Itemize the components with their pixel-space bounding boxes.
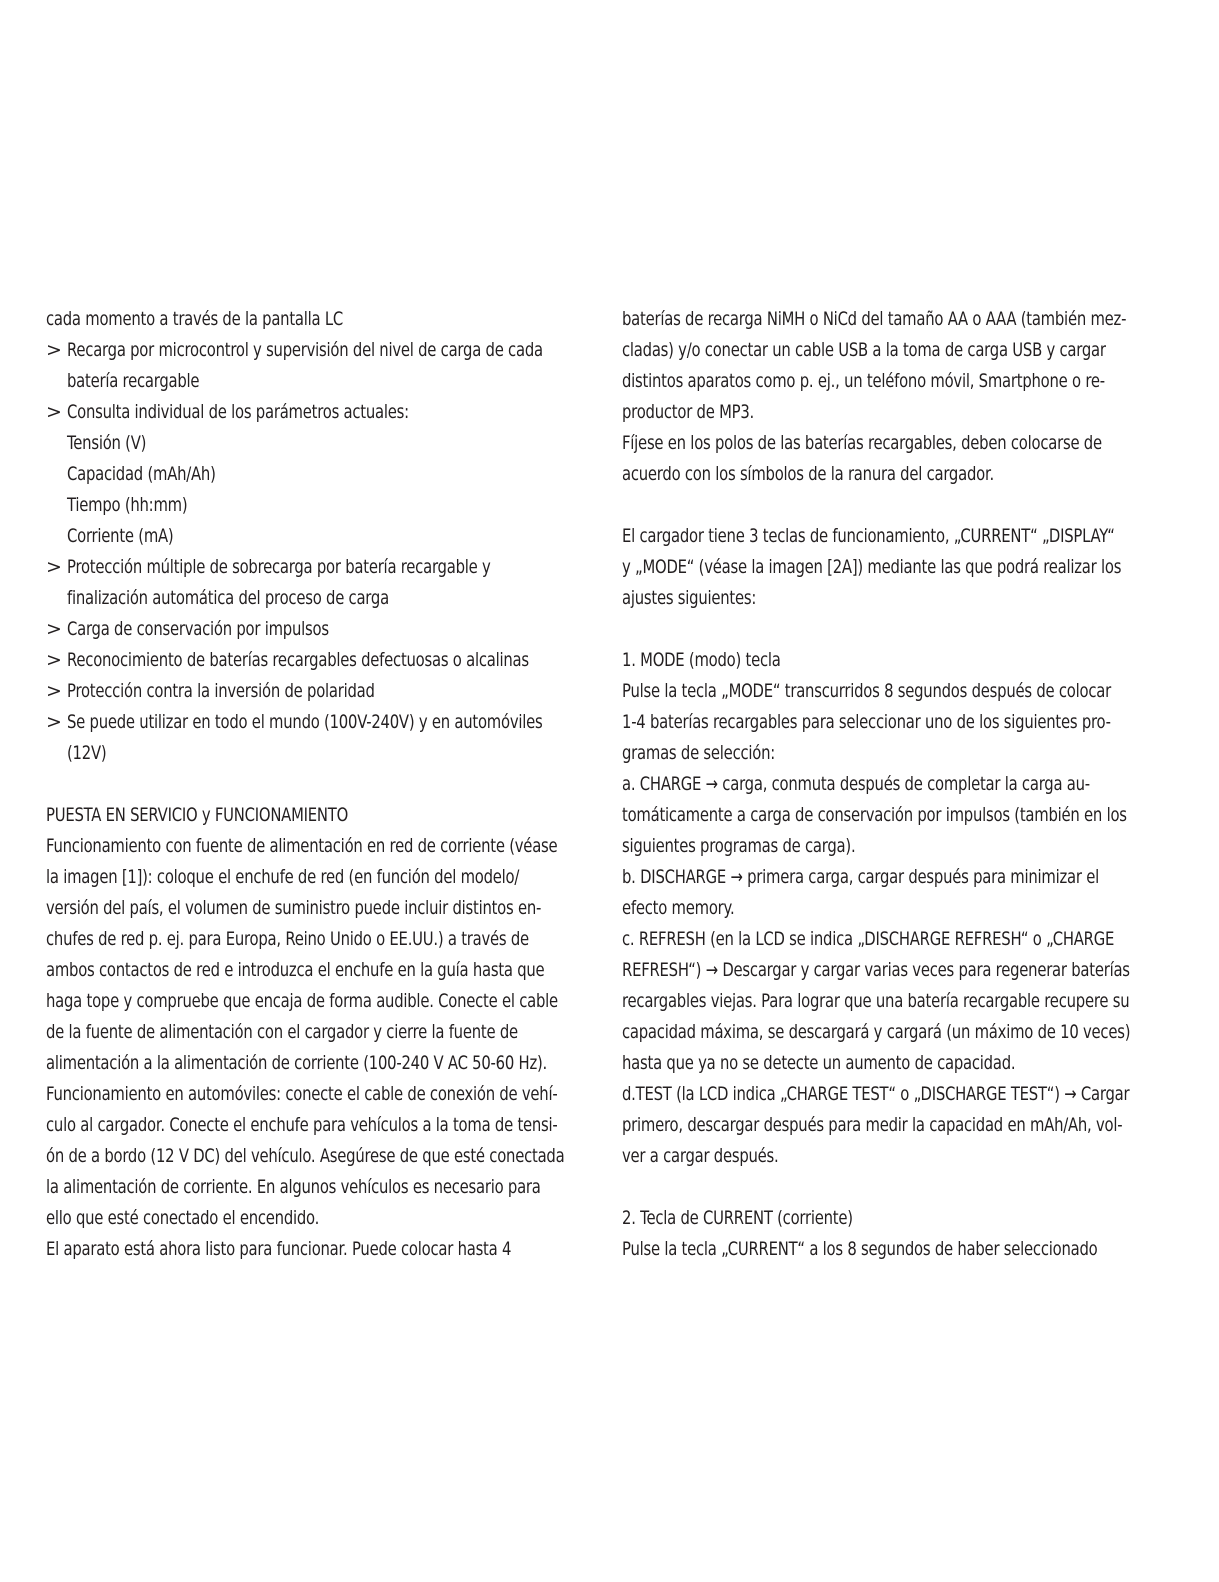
bullet-marker: >: [46, 680, 62, 702]
operation-paragraph: Funcionamiento con fuente de alimentación en red de corriente (véase la imagen [1]): coloque el enchufe de red (en función del modelo/ versión del país, el volumen de suministro puede incluir distintos en- chufes de red p. ej. para Europa, Reino Unido o EE.UU.) a través de ambos contactos de red e introduzca el enchufe en la guía hasta que haga tope y compruebe que encaja de forma audible. Conecte el cable de la fuente de alimentación con el cargador y cierre la fuente de alimentación a la alimentación de corriente (100-240 V AC 50-60 Hz). Funcionamiento en automóviles: conecte el cable de conexión de vehí- culo al cargador. Conecte el enchufe para vehículos a la toma de tensi- ón de a bordo (12 V DC) del vehículo. Asegúrese de que esté conectada la alimentación de corriente. En algunos vehículos es necesario para ello que esté conectado el encendido. El aparato está ahora listo para funcionar. Puede colocar hasta 4: [46, 835, 565, 1260]
list-item: > Recarga por microcontrol y supervisión del nivel de carga de cada batería recargable: [46, 335, 586, 397]
batteries-paragraph: baterías de recarga NiMH o NiCd del tamaño AA o AAA (también mez- cladas) y/o conectar un cable USB a la toma de carga USB y cargar distintos aparatos como p. ej., un teléfono móvil, Smartphone o re- productor de MP3. Fíjese en los polos de las baterías recargables, deben colocarse de acuerdo con los símbolos de la ranura del cargador.: [622, 308, 1127, 485]
list-item: > Protección múltiple de sobrecarga por batería recargable y finalización automática del proceso de carga: [46, 552, 586, 614]
right-column: [622, 304, 1162, 1265]
bullet-marker: >: [46, 339, 62, 361]
keys-paragraph: El cargador tiene 3 teclas de funcionamiento, „CURRENT“ „DISPLAY“ y „MODE“ (véase la imagen [2A]) mediante las que podrá realizar los ajustes siguientes:: [622, 525, 1122, 609]
list-item: > Reconocimiento de baterías recargables defectuosas o alcalinas: [46, 645, 586, 676]
bullet-marker: >: [46, 618, 62, 640]
current-paragraph: Pulse la tecla „CURRENT“ a los 8 segundos de haber seleccionado: [622, 1238, 1098, 1260]
section-title: PUESTA EN SERVICIO y FUNCIONAMIENTO: [46, 804, 349, 826]
list-item: > Carga de conservación por impulsos: [46, 614, 586, 645]
list-item: > Se puede utilizar en todo el mundo (100V-240V) y en automóviles (12V): [46, 707, 586, 769]
current-title: 2. Tecla de CURRENT (corriente): [622, 1207, 853, 1229]
list-item: > Consulta individual de los parámetros actuales: Tensión (V) Capacidad (mAh/Ah) Tiempo (hh:mm) Corriente (mA): [46, 397, 586, 552]
left-column: [46, 304, 586, 1265]
bullet-marker: >: [46, 401, 62, 423]
list-item: > Protección contra la inversión de polaridad: [46, 676, 586, 707]
bullet-marker: >: [46, 711, 62, 733]
bullet-marker: >: [46, 649, 62, 671]
bullet-marker: >: [46, 556, 62, 578]
mode-title: 1. MODE (modo) tecla: [622, 649, 781, 671]
mode-paragraph: Pulse la tecla „MODE“ transcurridos 8 segundos después de colocar 1-4 baterías recargables para seleccionar uno de los siguientes pro- gramas de selección: a. CHARGE → carga, conmuta después de completar la carga au- tomáticamente a carga de conservación por impulsos (también en los siguientes programas de carga). b. DISCHARGE → primera carga, cargar después para minimizar el efecto memory. c. REFRESH (en la LCD se indica „DISCHARGE REFRESH“ o „CHARGE REFRESH“) → Descargar y cargar varias veces para regenerar baterías recargables viejas. Para lograr que una batería recargable recupere su capacidad máxima, se descargará y cargará (un máximo de 10 veces) hasta que ya no se detecte un aumento de capacidad. d.TEST (la LCD indica „CHARGE TEST“ o „DISCHARGE TEST“) → Cargar primero, descargar después para medir la capacidad en mAh/Ah, vol- ver a cargar después.: [622, 680, 1131, 1167]
intro-line: cada momento a través de la pantalla LC: [46, 308, 343, 330]
